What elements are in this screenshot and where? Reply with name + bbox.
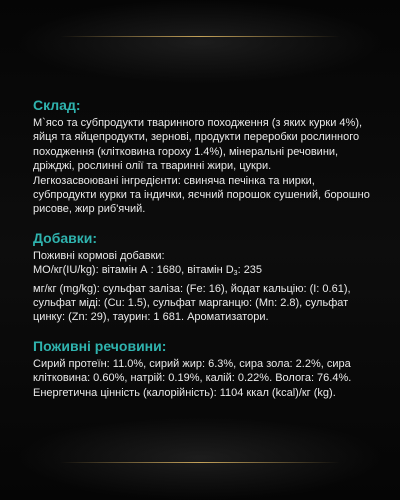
composition-title: Склад:	[33, 97, 81, 113]
content-area	[33, 96, 378, 412]
vitamin-d-subscript: 3	[233, 270, 238, 278]
additives-section	[33, 229, 378, 325]
bottom-gold-divider	[60, 462, 340, 463]
composition-text: М`ясо та субпродукти тваринного походження (з яких курки 4%), яйця та яйцепродукти, зернові, продукти переробки рослинного походження (клітковина гороху 1.4%), мінеральні речовини, дріжджі, рослинні олії та тваринні жири, цукри. Легкозасвоювані інгредієнти: свиняча печінка та нирки, субпродукти курки та індички, яєчний порошок сушений, борошно рисове, жир риб'ячий.	[33, 117, 370, 216]
additives-vitamins-suffix: : 235	[237, 264, 263, 277]
additives-vitamins-prefix: МО/кг(IU/kg): вітамін А : 1680, вітамін D	[33, 264, 234, 277]
top-gold-divider	[60, 36, 340, 37]
nutrients-section	[33, 337, 378, 400]
additives-intro: Поживні кормові добавки:	[33, 249, 165, 262]
additives-minerals-text: мг/кг (mg/kg): сульфат заліза: (Fe: 16), йодат кальцію: (I: 0.61), сульфат міді: (Cu: 1.5), сульфат марганцю: (Mn: 2.8), сульфат цинку: (Zn: 29), таурин: 1 681. Ароматизатори.	[33, 282, 351, 324]
additives-vitamins-line	[33, 263, 378, 281]
nutrients-text: Сирий протеїн: 11.0%, сирий жир: 6.3%, сира зола: 2.2%, сира клітковина: 0.60%, натрій: 0.19%, калій: 0.22%. Волога: 76.4%. Енергетична цінність (калорійність): 1104 ккал (kcal)/кг (kg).	[33, 357, 352, 399]
additives-text	[33, 249, 378, 325]
additives-title: Добавки:	[33, 229, 98, 246]
nutrients-title: Поживні речовини:	[33, 337, 167, 354]
composition-section	[33, 96, 378, 217]
